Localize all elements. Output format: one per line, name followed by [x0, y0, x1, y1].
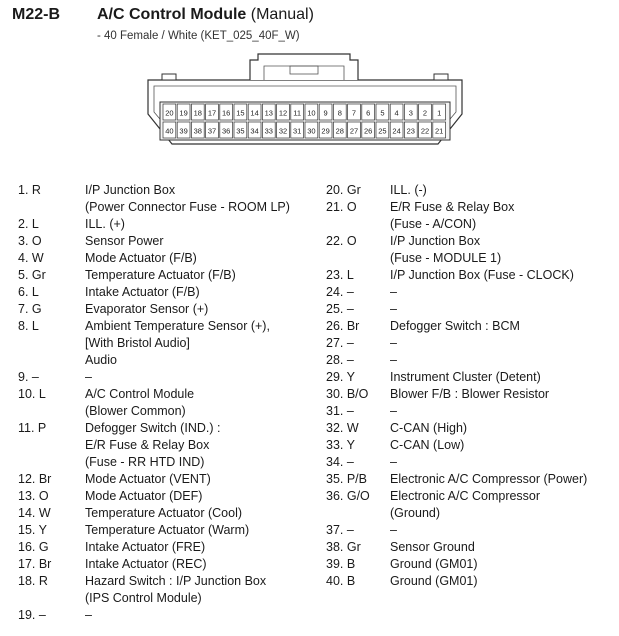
- pin-description-line: Intake Actuator (F/B): [85, 285, 200, 299]
- pin-description: [390, 301, 397, 318]
- pin-list-right: [326, 182, 587, 590]
- pin-12: [277, 104, 290, 120]
- pin-description-line: Defogger Switch : BCM: [390, 319, 520, 333]
- pin-entry: [18, 488, 290, 505]
- pin-entry: [18, 216, 290, 233]
- pin-number-color: 13. O: [18, 489, 49, 503]
- pin-description-line: Intake Actuator (FRE): [85, 540, 206, 554]
- pin-description-line: Mode Actuator (F/B): [85, 251, 197, 265]
- pin-38: [191, 122, 204, 138]
- connector-subtitle: - 40 Female / White (KET_025_40F_W): [97, 30, 300, 42]
- pin-number-color: 28. –: [326, 353, 354, 367]
- pin-entry: [18, 182, 290, 216]
- pin-number-color: 4. W: [18, 251, 44, 265]
- pin-description: [390, 522, 397, 539]
- pin-14: [248, 104, 261, 120]
- pin-number-color: 12. Br: [18, 472, 52, 486]
- pin-description-line: –: [390, 523, 397, 537]
- pin-entry: [326, 318, 587, 335]
- pin-number-color: 7. G: [18, 302, 42, 316]
- pin-entry: [326, 335, 587, 352]
- pin-3: [404, 104, 417, 120]
- pin-27: [348, 122, 361, 138]
- pin-13: [262, 104, 275, 120]
- pin-number-color: 23. L: [326, 268, 354, 282]
- pin-number-color: 8. L: [18, 319, 39, 333]
- pin-32: [277, 122, 290, 138]
- pin-description: [390, 539, 475, 556]
- title-main: A/C Control Module: [97, 6, 247, 23]
- pin-number: 12: [278, 108, 288, 118]
- pin-number-color: 19. –: [18, 608, 46, 622]
- pin-number: 28: [335, 126, 344, 136]
- pin-entry: [18, 250, 290, 267]
- pin-16: [220, 104, 233, 120]
- pin-number-color: 20. Gr: [326, 183, 361, 197]
- page-title: [97, 6, 314, 24]
- pin-description: [85, 233, 164, 250]
- pin-description-line: Ground (GM01): [390, 557, 478, 571]
- pin-description-line: –: [390, 336, 397, 350]
- pin-6: [362, 104, 375, 120]
- pin-29: [319, 122, 332, 138]
- pin-description: [390, 267, 574, 284]
- pin-description: [85, 488, 202, 505]
- pin-26: [362, 122, 375, 138]
- pin-entry: [326, 437, 587, 454]
- pin-18: [191, 104, 204, 120]
- pin-description-line: C-CAN (High): [390, 421, 468, 435]
- pin-entry: [326, 420, 587, 437]
- pin-number: 36: [222, 126, 231, 136]
- pin-description-line: Evaporator Sensor (+): [85, 302, 209, 316]
- pin-number-color: 6. L: [18, 285, 39, 299]
- pin-description: [390, 403, 397, 420]
- pin-description-line: (Fuse - MODULE 1): [390, 251, 502, 265]
- pin-description-line: (Blower Common): [85, 404, 186, 418]
- pin-number: 1: [437, 108, 442, 118]
- pin-description: [85, 216, 125, 233]
- pin-23: [404, 122, 417, 138]
- pin-number: 33: [264, 126, 273, 136]
- pin-description-line: –: [390, 404, 397, 418]
- pin-description-line: Electronic A/C Compressor (Power): [390, 472, 588, 486]
- pin-entry: [326, 199, 587, 233]
- pin-number-color: 16. G: [18, 540, 49, 554]
- pin-number-color: 35. P/B: [326, 472, 367, 486]
- pin-entry: [18, 267, 290, 284]
- pin-entry: [18, 301, 290, 318]
- pin-description: [85, 471, 211, 488]
- pin-description: [390, 352, 397, 369]
- pin-number: 3: [408, 108, 413, 118]
- pin-number-color: 33. Y: [326, 438, 355, 452]
- pin-20: [163, 104, 176, 120]
- pin-number: 11: [293, 108, 302, 118]
- pin-36: [220, 122, 233, 138]
- pin-5: [376, 104, 389, 120]
- pin-description-line: Temperature Actuator (Warm): [85, 523, 250, 537]
- pin-number-color: 24. –: [326, 285, 354, 299]
- pin-description-line: Mode Actuator (DEF): [85, 489, 203, 503]
- pin-description-line: –: [390, 353, 397, 367]
- pin-number-color: 10. L: [18, 387, 46, 401]
- pin-description-line: Sensor Ground: [390, 540, 475, 554]
- pin-description: [390, 471, 587, 488]
- pin-description-line: ILL. (-): [390, 183, 427, 197]
- pin-number-color: 17. Br: [18, 557, 52, 571]
- pin-entry: [326, 454, 587, 471]
- pin-number: 40: [165, 126, 174, 136]
- pin-entry: [326, 403, 587, 420]
- pin-description-line: –: [85, 370, 92, 384]
- pin-number: 2: [422, 108, 428, 118]
- pin-entry: [326, 369, 587, 386]
- pin-description-line: –: [390, 455, 397, 469]
- pin-list-left: [18, 182, 290, 624]
- pin-39: [177, 122, 190, 138]
- pin-number: 22: [420, 126, 430, 136]
- pin-number-color: 30. B/O: [326, 387, 369, 401]
- pin-entry: [326, 301, 587, 318]
- pin-number: 27: [349, 126, 359, 136]
- pin-entry: [326, 488, 587, 522]
- pin-number: 8: [337, 108, 342, 118]
- pin-9: [319, 104, 332, 120]
- pin-description: [85, 505, 242, 522]
- pin-description-line: [With Bristol Audio]: [85, 336, 190, 350]
- pin-number-color: 3. O: [18, 234, 42, 248]
- pin-entry: [18, 386, 290, 420]
- pin-number-color: 25. –: [326, 302, 354, 316]
- pin-24: [390, 122, 403, 138]
- pin-30: [305, 122, 318, 138]
- pin-description-line: I/P Junction Box (Fuse - CLOCK): [390, 268, 574, 282]
- pin-number: 19: [179, 108, 188, 118]
- pin-33: [262, 122, 275, 138]
- pin-description-line: Electronic A/C Compressor: [390, 489, 541, 503]
- pin-entry: [326, 267, 587, 284]
- pin-description-line: Temperature Actuator (Cool): [85, 506, 243, 520]
- pin-entry: [18, 539, 290, 556]
- pin-description: [390, 284, 397, 301]
- pin-number-color: 21. O: [326, 200, 357, 214]
- pin-description: [85, 607, 92, 624]
- pin-description: [390, 199, 514, 233]
- pin-40: [163, 122, 176, 138]
- pin-number: 21: [435, 126, 444, 136]
- pin-description: [390, 437, 464, 454]
- pin-description-line: Audio: [85, 353, 117, 367]
- pin-entry: [18, 573, 290, 607]
- pin-description-line: Temperature Actuator (F/B): [85, 268, 236, 282]
- pin-entry: [18, 607, 290, 624]
- pin-number-color: 38. Gr: [326, 540, 361, 554]
- pin-entry: [326, 471, 587, 488]
- pin-number: 14: [250, 108, 259, 118]
- pin-description: [390, 386, 549, 403]
- pin-description-line: –: [390, 302, 397, 316]
- pin-description-line: Blower F/B : Blower Resistor: [390, 387, 550, 401]
- pin-description: [390, 182, 427, 199]
- pin-number-color: 36. G/O: [326, 489, 370, 503]
- pin-entry: [326, 352, 587, 369]
- connector-diagram: [140, 52, 470, 162]
- pin-description-line: (Fuse - A/CON): [390, 217, 477, 231]
- pin-description-line: I/P Junction Box: [390, 234, 481, 248]
- pin-number: 9: [323, 108, 328, 118]
- pin-number-color: 2. L: [18, 217, 39, 231]
- pin-description-line: Mode Actuator (VENT): [85, 472, 211, 486]
- pin-22: [419, 122, 432, 138]
- pin-entry: [18, 420, 290, 471]
- pin-description: [390, 454, 397, 471]
- pin-description-line: –: [85, 608, 92, 622]
- pin-description: [85, 301, 208, 318]
- pin-description: [85, 556, 207, 573]
- pin-description: [390, 318, 520, 335]
- pin-number-color: 31. –: [326, 404, 354, 418]
- pin-number: 38: [193, 126, 202, 136]
- pin-number: 30: [307, 126, 316, 136]
- pin-21: [433, 122, 446, 138]
- pin-description: [390, 233, 501, 267]
- pin-25: [376, 122, 389, 138]
- pin-number: 20: [165, 108, 174, 118]
- pin-description: [85, 386, 194, 420]
- pin-entry: [18, 318, 290, 369]
- pin-description-line: Defogger Switch (IND.) :: [85, 421, 221, 435]
- pin-entry: [18, 284, 290, 301]
- pin-35: [234, 122, 247, 138]
- pin-number: 25: [378, 126, 387, 136]
- pin-description: [390, 556, 478, 573]
- pin-description: [85, 420, 220, 471]
- pin-2: [419, 104, 432, 120]
- pin-description: [390, 335, 397, 352]
- pin-description-line: (Fuse - RR HTD IND): [85, 455, 205, 469]
- pin-description-line: A/C Control Module: [85, 387, 195, 401]
- pin-entry: [326, 182, 587, 199]
- pin-number-color: 15. Y: [18, 523, 47, 537]
- pin-number: 17: [207, 108, 217, 118]
- pin-description: [390, 573, 478, 590]
- pin-entry: [326, 386, 587, 403]
- pin-description-line: C-CAN (Low): [390, 438, 465, 452]
- pin-number-color: 9. –: [18, 370, 39, 384]
- pin-description-line: (Power Connector Fuse - ROOM LP): [85, 200, 290, 214]
- pin-number-color: 5. Gr: [18, 268, 46, 282]
- pin-19: [177, 104, 190, 120]
- pin-description: [390, 369, 541, 386]
- pin-description-line: Ambient Temperature Sensor (+),: [85, 319, 270, 333]
- pin-description-line: Ground (GM01): [390, 574, 478, 588]
- pin-number: 32: [278, 126, 288, 136]
- pin-34: [248, 122, 261, 138]
- pin-number: 18: [193, 108, 202, 118]
- pin-description-line: E/R Fuse & Relay Box: [85, 438, 210, 452]
- pin-number-color: 34. –: [326, 455, 354, 469]
- pin-description: [390, 420, 467, 437]
- pin-8: [333, 104, 346, 120]
- pin-entry: [326, 522, 587, 539]
- pin-entry: [18, 522, 290, 539]
- pin-description-line: Instrument Cluster (Detent): [390, 370, 541, 384]
- pin-number-color: 39. B: [326, 557, 356, 571]
- pin-number-color: 27. –: [326, 336, 354, 350]
- pin-number: 10: [307, 108, 316, 118]
- pin-number: 37: [207, 126, 217, 136]
- connector-code: M22-B: [12, 6, 61, 23]
- pin-37: [206, 122, 219, 138]
- pin-description: [390, 488, 540, 522]
- pin-28: [333, 122, 346, 138]
- pin-description-line: Sensor Power: [85, 234, 164, 248]
- pin-entry: [326, 539, 587, 556]
- pin-entry: [326, 233, 587, 267]
- pin-15: [234, 104, 247, 120]
- pin-description-line: –: [390, 285, 397, 299]
- pin-number: 26: [364, 126, 373, 136]
- pin-entry: [18, 233, 290, 250]
- pin-entry: [326, 556, 587, 573]
- pin-entry: [18, 471, 290, 488]
- pin-description-line: I/P Junction Box: [85, 183, 176, 197]
- pin-number-color: 22. O: [326, 234, 357, 248]
- pin-description-line: Intake Actuator (REC): [85, 557, 207, 571]
- pin-description-line: Hazard Switch : I/P Junction Box: [85, 574, 267, 588]
- pin-description: [85, 369, 92, 386]
- pin-entry: [18, 556, 290, 573]
- pin-description-line: ILL. (+): [85, 217, 125, 231]
- pin-number-color: 26. Br: [326, 319, 360, 333]
- pin-description: [85, 318, 270, 369]
- pin-number: 29: [321, 126, 330, 136]
- pin-number: 6: [366, 108, 371, 118]
- pin-description: [85, 284, 200, 301]
- pin-7: [348, 104, 361, 120]
- pin-description-line: E/R Fuse & Relay Box: [390, 200, 515, 214]
- pin-number-color: 29. Y: [326, 370, 355, 384]
- pin-description-line: (Ground): [390, 506, 441, 520]
- pin-description: [85, 573, 266, 607]
- pin-description: [85, 539, 205, 556]
- pin-description: [85, 250, 197, 267]
- pin-1: [433, 104, 446, 120]
- pin-number: 5: [380, 108, 385, 118]
- pin-number: 7: [351, 108, 357, 118]
- pin-number-color: 32. W: [326, 421, 359, 435]
- pin-description: [85, 182, 290, 216]
- pin-number: 4: [394, 108, 399, 118]
- connector-latch: [250, 54, 358, 80]
- pin-number-color: 14. W: [18, 506, 51, 520]
- pin-number: 39: [179, 126, 188, 136]
- pin-entry: [326, 284, 587, 301]
- pin-4: [390, 104, 403, 120]
- title-suffix: (Manual): [246, 6, 314, 23]
- pin-10: [305, 104, 318, 120]
- pin-number: 13: [264, 108, 273, 118]
- pin-number-color: 11. P: [18, 421, 47, 435]
- pin-number: 35: [236, 126, 245, 136]
- pin-description-line: (IPS Control Module): [85, 591, 202, 605]
- pin-number: 24: [392, 126, 401, 136]
- pin-number-color: 1. R: [18, 183, 41, 197]
- pin-number: 16: [222, 108, 231, 118]
- pin-number: 23: [406, 126, 415, 136]
- pin-number: 31: [293, 126, 302, 136]
- pin-number-color: 37. –: [326, 523, 354, 537]
- pin-number-color: 18. R: [18, 574, 48, 588]
- pin-entry: [18, 369, 290, 386]
- pin-17: [206, 104, 219, 120]
- pin-entry: [18, 505, 290, 522]
- pin-11: [291, 104, 304, 120]
- pin-31: [291, 122, 304, 138]
- pin-number: 34: [250, 126, 259, 136]
- pin-number-color: 40. B: [326, 574, 356, 588]
- pin-entry: [326, 573, 587, 590]
- pin-description: [85, 267, 236, 284]
- pin-description: [85, 522, 249, 539]
- pin-number: 15: [236, 108, 245, 118]
